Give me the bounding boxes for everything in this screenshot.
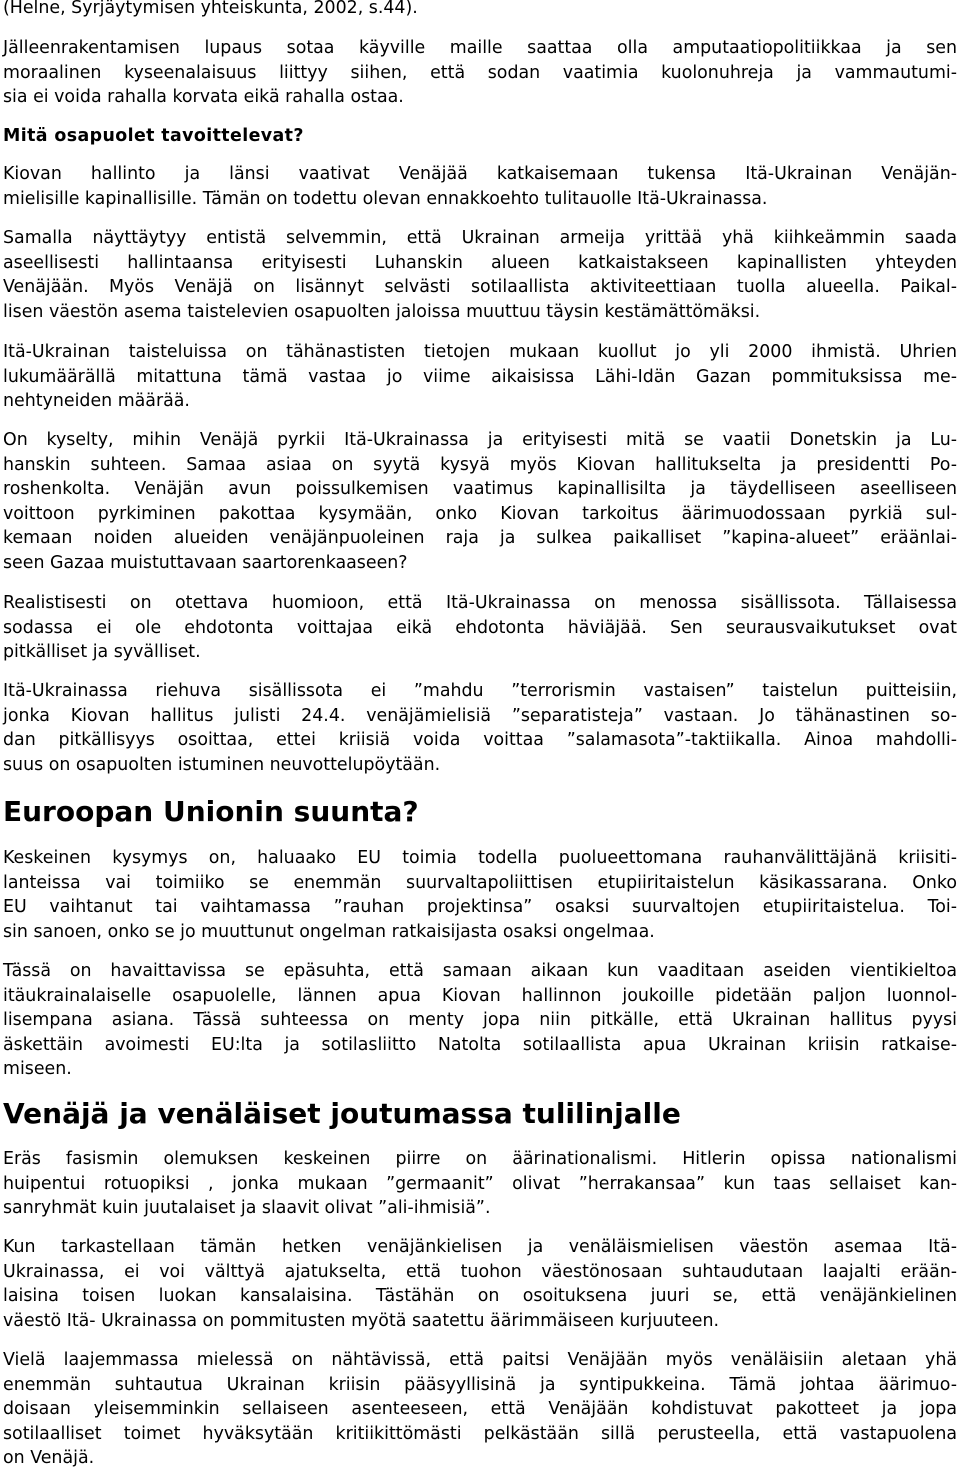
text-line: miseen.: [3, 1059, 72, 1080]
paragraph: [3, 428, 957, 576]
text-line: hanskin suhteen. Samaa asiaa on syytä kysyä myös Kiovan hallitukselta ja presidentti Po-: [3, 454, 957, 475]
citation-line: [3, 0, 957, 21]
text-line: lisempana asiana. Tässä suhteessa on menty jopa niin pitkälle, että Ukrainan hallitus pyysi: [3, 1010, 957, 1031]
text-line: sin sanoen, onko se jo muuttunut ongelman ratkaisijasta osaksi ongelmaa.: [3, 921, 655, 942]
section-heading: [3, 1097, 957, 1131]
paragraph: [3, 591, 957, 665]
text-line: nehtyneiden määrää.: [3, 391, 190, 412]
text-line: suus on osapuolten istuminen neuvottelupöytään.: [3, 754, 441, 775]
paragraph: [3, 36, 957, 110]
text-line: Vielä laajemmassa mielessä on nähtävissä, että paitsi Venäjään myös venäläisiin aletaan yhä: [3, 1350, 957, 1370]
text-line: On kyselty, mihin Venäjä pyrkii Itä-Ukrainassa ja erityisesti mitä se vaatii Donetskin ja Lu-: [3, 430, 957, 450]
text-line: Itä-Ukrainassa riehuva sisällissota ei ”mahdu ”terrorismin vastaisen” taistelun puitteisiin,: [3, 681, 957, 701]
paragraph: [3, 1348, 957, 1471]
text-line: pitkälliset ja syvälliset.: [3, 642, 201, 663]
text-line: huipentui rotuopiksi , jonka mukaan ”germaanit” olivat ”herrakansaa” kun taas sellaiset kan-: [3, 1173, 957, 1194]
paragraph: [3, 226, 957, 324]
text-line: seen Gazaa muistuttavaan saartorenkaaseen?: [3, 552, 408, 573]
text-line: kemaan noiden alueiden venäjänpuoleinen raja ja sulkea paikalliset ”kapina-alueet” eräänlai-: [3, 528, 957, 549]
section-heading: [3, 795, 957, 829]
text-line: sanryhmät kuin juutalaiset ja slaavit olivat ”ali-ihmisiä”.: [3, 1198, 491, 1219]
subheading-text: Mitä osapuolet tavoittelevat?: [3, 126, 304, 146]
text-line: Itä-Ukrainan taisteluissa on tähänastisten tietojen mukaan kuollut jo yli 2000 ihmistä. Uhrien: [3, 342, 957, 362]
paragraph: [3, 162, 957, 211]
text-line: Eräs fasismin olemuksen keskeinen piirre on äärinationalismi. Hitlerin opissa nationalismi: [3, 1149, 957, 1169]
paragraph: [3, 846, 957, 944]
text-line: Jälleenrakentamisen lupaus sotaa käyville maille saattaa olla amputaatiopolitiikkaa ja sen: [3, 38, 957, 58]
text-line: sotilaalliset toimet hyväksytään kritiikittömästi pelkästään sillä perusteella, että vastapuolena: [3, 1423, 957, 1444]
text-line: Samalla näyttäytyy entistä selvemmin, että Ukrainan armeija yrittää yhä kiihkeämmin saada: [3, 228, 957, 248]
text-line: voittoon pyrkiminen pakottaa kysymään, onko Kiovan tarkoitus äärimuodossaan pyrkiä sul-: [3, 503, 957, 524]
paragraph: [3, 1235, 957, 1333]
text-line: roshenkolta. Venäjän avun poissulkemisen vaatimus kapinallisilta ja täydelliseen aseelliseen: [3, 479, 957, 500]
section-heading-text: Euroopan Unionin suunta?: [3, 795, 419, 828]
text-line: Ukrainassa, ei voi välttyä ajatukselta, että tuohon väestönosaan suhtaudutaan laajalti erään-: [3, 1261, 957, 1282]
text-line: Realistisesti on otettava huomioon, että Itä-Ukrainassa on menossa sisällissota. Tällaisessa: [3, 593, 957, 613]
text-line: mielisille kapinallisille. Tämän on todettu olevan ennakkoehto tulitauolle Itä-Ukrainassa.: [3, 188, 768, 209]
text-line: jonka Kiovan hallitus julisti 24.4. venäjämielisiä ”separatisteja” vastaan. Jo tähänastinen so-: [3, 705, 957, 726]
text-line: on Venäjä.: [3, 1448, 95, 1469]
text-line: Kiovan hallinto ja länsi vaativat Venäjää katkaisemaan tukensa Itä-Ukrainan Venäjän-: [3, 164, 957, 184]
text-line: moraalinen kyseenalaisuus liittyy siihen, että sodan vaatimia kuolonuhreja ja vammautumi-: [3, 62, 957, 83]
text-line: doisaan yleisemminkin sellaiseen asenteeseen, että Venäjään kohdistuvat pakotteet ja jopa: [3, 1399, 957, 1420]
text-line: aseellisesti hallintaansa erityisesti Luhanskin alueen katkaistakseen kapinallisten yhteyden: [3, 252, 957, 273]
text-line: itäukrainalaiselle osapuolelle, lännen apua Kiovan hallinnon joukoille pidetään paljon luonnol-: [3, 985, 957, 1006]
text-line: Keskeinen kysymys on, haluaako EU toimia todella puolueettomana rauhanvälittäjänä kriisiti-: [3, 848, 957, 868]
paragraph: [3, 340, 957, 414]
subheading: [3, 124, 957, 149]
paragraph: [3, 1147, 957, 1221]
text-line: Venäjään. Myös Venäjä on lisännyt selvästi sotilaallista aktiviteettiaan tuolla alueella. Paikal-: [3, 277, 957, 298]
text-line: EU vaihtanut tai vaihtamassa ”rauhan projektinsa” osaksi suurvaltojen etupiiritaistelua. Toi-: [3, 897, 957, 918]
text-line: väestö Itä- Ukrainassa on pommitusten myötä saatettu äärimmäiseen kurjuuteen.: [3, 1310, 720, 1331]
text-line: sia ei voida rahalla korvata eikä rahalla ostaa.: [3, 87, 404, 108]
section-heading-text: Venäjä ja venäläiset joutumassa tulilinjalle: [3, 1097, 681, 1130]
text-line: Tässä on havaittavissa se epäsuhta, että samaan aikaan kun vaaditaan aseiden vientikieltoa: [3, 961, 957, 981]
text-line: laisina toisen luokan kansalaisina. Tästähän on osoituksena juuri se, että venäjänkielinen: [3, 1286, 957, 1307]
text-line: (Helne, Syrjäytymisen yhteiskunta, 2002, s.44).: [3, 0, 418, 18]
text-line: enemmän suhtautua Ukrainan kriisin pääsyyllisinä ja syntipukkeina. Tämä johtaa äärimuo-: [3, 1374, 957, 1395]
paragraph: [3, 959, 957, 1082]
text-line: sodassa ei ole ehdotonta voittajaa eikä ehdotonta häviäjää. Sen seurausvaikutukset ovat: [3, 617, 957, 638]
text-line: lanteissa vai toimiiko se enemmän suurvaltapoliittisen etupiiritaistelun käsikassarana. Onko: [3, 872, 957, 893]
text-line: lisen väestön asema taistelevien osapuolten jaloissa muuttuu täysin kestämättömäksi.: [3, 301, 761, 322]
text-line: dan pitkällisyys osoittaa, ettei kriisiä voida voittaa ”salamasota”-taktiikalla. Ainoa mahdolli-: [3, 730, 957, 751]
text-line: Kun tarkastellaan tämän hetken venäjänkielisen ja venäläismielisen väestön asemaa Itä-: [3, 1237, 957, 1257]
paragraph: [3, 679, 957, 777]
text-line: lukumäärällä mitattuna tämä vastaa jo viime aikaisissa Lähi-Idän Gazan pommituksissa me-: [3, 366, 957, 387]
text-line: äskettäin avoimesti EU:lta ja sotilasliitto Natolta sotilaallista apua Ukrainan kriisin ratkaise-: [3, 1034, 957, 1055]
